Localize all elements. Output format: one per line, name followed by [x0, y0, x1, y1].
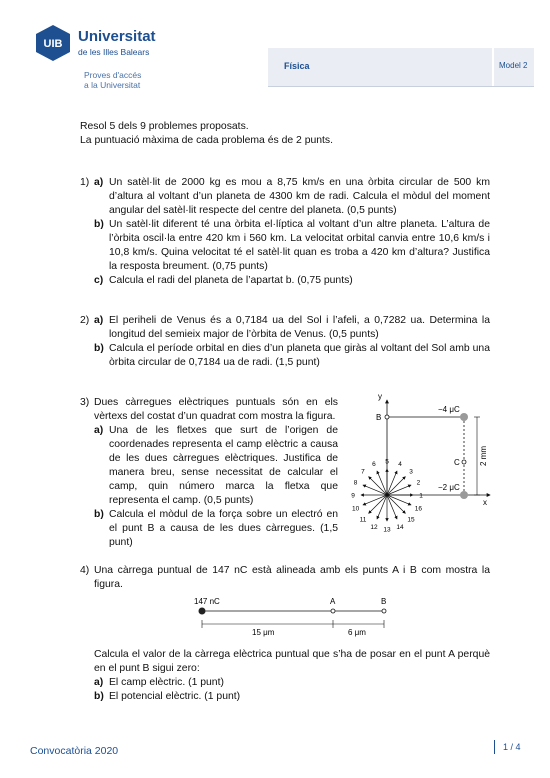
problem-number: 1): [80, 177, 90, 188]
charge-bottom-label: −2 μC: [438, 483, 460, 492]
problem-number: 3): [80, 397, 90, 408]
charge-top-label: −4 μC: [438, 405, 460, 414]
model-box: [494, 48, 534, 86]
y-axis-label: y: [378, 392, 382, 401]
dist1-label: 15 μm: [252, 628, 275, 637]
page-number: 1 / 4: [503, 742, 521, 752]
figure-charges-svg: [340, 390, 500, 540]
item-text: Un satèl·lit de 2000 kg es mou a 8,75 km/s en una òrbita circular de 500 km d’altura al voltant d’un planeta de 4300 km de radi. Calcula el mòdul del moment angular del satèl·lit respecte del centre del planeta. (0,5 punts): [109, 177, 490, 216]
field-arrow-15: [387, 495, 405, 513]
field-arrow-label-15: 15: [407, 516, 415, 524]
field-arrow-7: [369, 477, 387, 495]
figure-line-svg: [190, 596, 400, 638]
item-text: Calcula el mòdul de la força sobre un electró en el punt B a causa de les dues càrregues. (1,5 punt): [109, 509, 338, 548]
uib-logo: [34, 24, 154, 94]
field-arrow-star: [351, 459, 423, 534]
item-label: a): [94, 425, 104, 436]
problem-4a: [94, 676, 490, 690]
charge-label: 147 nC: [194, 597, 220, 606]
problem-number: 2): [80, 315, 90, 326]
point-c-label: C: [454, 458, 460, 467]
field-arrow-label-13: 13: [383, 526, 391, 534]
figure-charge-line: [190, 596, 400, 638]
problem-3a: [94, 424, 338, 508]
point-a-label: A: [330, 597, 336, 606]
problem-3-stem-text: Dues càrregues elèctriques puntuals són en els vèrtexs del costat d’un quadrat com mostra la figura.: [94, 397, 338, 422]
university-subtitle: de les Illes Balears: [78, 47, 150, 57]
point-b-label: B: [381, 597, 387, 606]
field-arrow-label-10: 10: [351, 505, 360, 513]
field-arrow-label-5: 5: [385, 458, 389, 466]
field-arrow-3: [387, 477, 405, 495]
field-arrow-label-9: 9: [351, 492, 355, 500]
field-arrow-label-11: 11: [359, 516, 367, 524]
dist2-label: 6 μm: [348, 628, 366, 637]
point-a-dot: [331, 609, 335, 613]
item-text: El camp elèctric. (1 punt): [109, 677, 224, 688]
model-label: Model 2: [499, 61, 528, 70]
intro-line-1: Resol 5 dels 9 problemes proposats.: [80, 121, 249, 132]
field-arrow-label-16: 16: [414, 505, 423, 513]
problem-1c: [94, 274, 490, 288]
item-label: a): [94, 315, 104, 326]
field-arrow-label-1: 1: [419, 492, 423, 500]
field-arrow-label-4: 4: [398, 461, 402, 469]
item-text: El potencial elèctric. (1 punt): [109, 691, 241, 702]
proves-line-2: a la Universitat: [84, 80, 141, 90]
convocatoria-label: Convocatòria 2020: [30, 745, 119, 757]
item-text: Calcula el període orbital en dies d’un planeta que giràs al voltant del Sol amb una òrbita circular de 0,7184 ua de radi. (1,5 punt): [109, 343, 490, 368]
field-arrow-label-2: 2: [416, 479, 421, 487]
proves-label: [84, 70, 141, 90]
page-header: [0, 0, 550, 100]
field-arrow-label-7: 7: [361, 468, 365, 476]
problem-1b: [94, 218, 490, 274]
item-text: El periheli de Venus és a 0,7184 ua del Sol i l’afeli, a 0,7282 ua. Determina la longitud del semieix major de l’òrbita de Venus. (0,5 punts): [109, 315, 490, 340]
field-arrow-label-3: 3: [409, 468, 413, 476]
point-b-label: B: [376, 413, 382, 422]
header-divider: [268, 86, 534, 87]
field-arrow-label-14: 14: [396, 523, 404, 531]
subject-box: [268, 48, 492, 86]
dimension-label: 2 mm: [479, 446, 488, 466]
logo-text: UIB: [43, 38, 63, 50]
item-text: Una de les fletxes que surt de l’origen de coordenades representa el camp elèctric a causa de les dues càrregues elèctriques. Justifica de manera breu, sense necessitat de calcular el camp, quin número marca la fletxa que representa el camp. (0,5 punts): [109, 425, 338, 506]
charge-bottom: [460, 491, 468, 499]
problem-4-stem-text: Una càrrega puntual de 147 nC està alineada amb els punts A i B com mostra la figura.: [94, 565, 490, 590]
point-c-marker: [462, 460, 466, 464]
university-name: Universitat: [78, 28, 156, 45]
item-label: a): [94, 177, 104, 188]
problem-3b: [94, 508, 338, 550]
problem-4b: [94, 690, 490, 704]
x-axis-label: x: [483, 498, 487, 507]
problem-4-after: [94, 648, 490, 676]
footer-divider: [494, 740, 495, 754]
problem-4-after-text: Calcula el valor de la càrrega elèctrica puntual que s’ha de posar en el punt A perquè en el punt B sigui zero:: [94, 649, 490, 674]
intro-line-2: La puntuació màxima de cada problema és de 2 punts.: [80, 135, 333, 146]
problem-number: 4): [80, 565, 90, 576]
item-label: b): [94, 343, 104, 354]
field-arrow-label-8: 8: [353, 479, 358, 487]
problem-4-stem: [94, 564, 490, 592]
problem-3-stem: [94, 396, 338, 424]
item-text: Calcula el radi del planeta de l’apartat b. (0,75 punts): [109, 275, 353, 286]
item-label: b): [94, 691, 104, 702]
field-arrow-label-12: 12: [370, 523, 378, 531]
problem-2a: [94, 314, 490, 342]
subject-title: Física: [284, 61, 310, 71]
charge-top: [460, 413, 468, 421]
field-arrow-11: [369, 495, 387, 513]
item-label: c): [94, 275, 104, 286]
item-label: b): [94, 509, 104, 520]
point-b-dot: [382, 609, 386, 613]
proves-line-1: Proves d'accés: [84, 70, 142, 80]
item-label: a): [94, 677, 104, 688]
charge-dot: [199, 608, 206, 615]
item-label: b): [94, 219, 104, 230]
figure-charges-square: [340, 390, 500, 540]
uib-shield-icon: [34, 24, 72, 62]
problem-2b: [94, 342, 490, 370]
problem-1a: [94, 176, 490, 218]
field-arrow-label-6: 6: [372, 461, 376, 469]
point-b-marker: [385, 415, 389, 419]
item-text: Un satèl·lit diferent té una òrbita el·líptica al voltant d’un altre planeta. L’altura de l’òrbita oscil·la entre 420 km i 560 km. La velocitat orbital canvia entre 10,6 km/s i 10,8 km/s. Quina velocitat té el satèl·lit quan es troba a 420 km d’altura? Justifica la resposta breument. (0,75 punts): [109, 219, 490, 272]
